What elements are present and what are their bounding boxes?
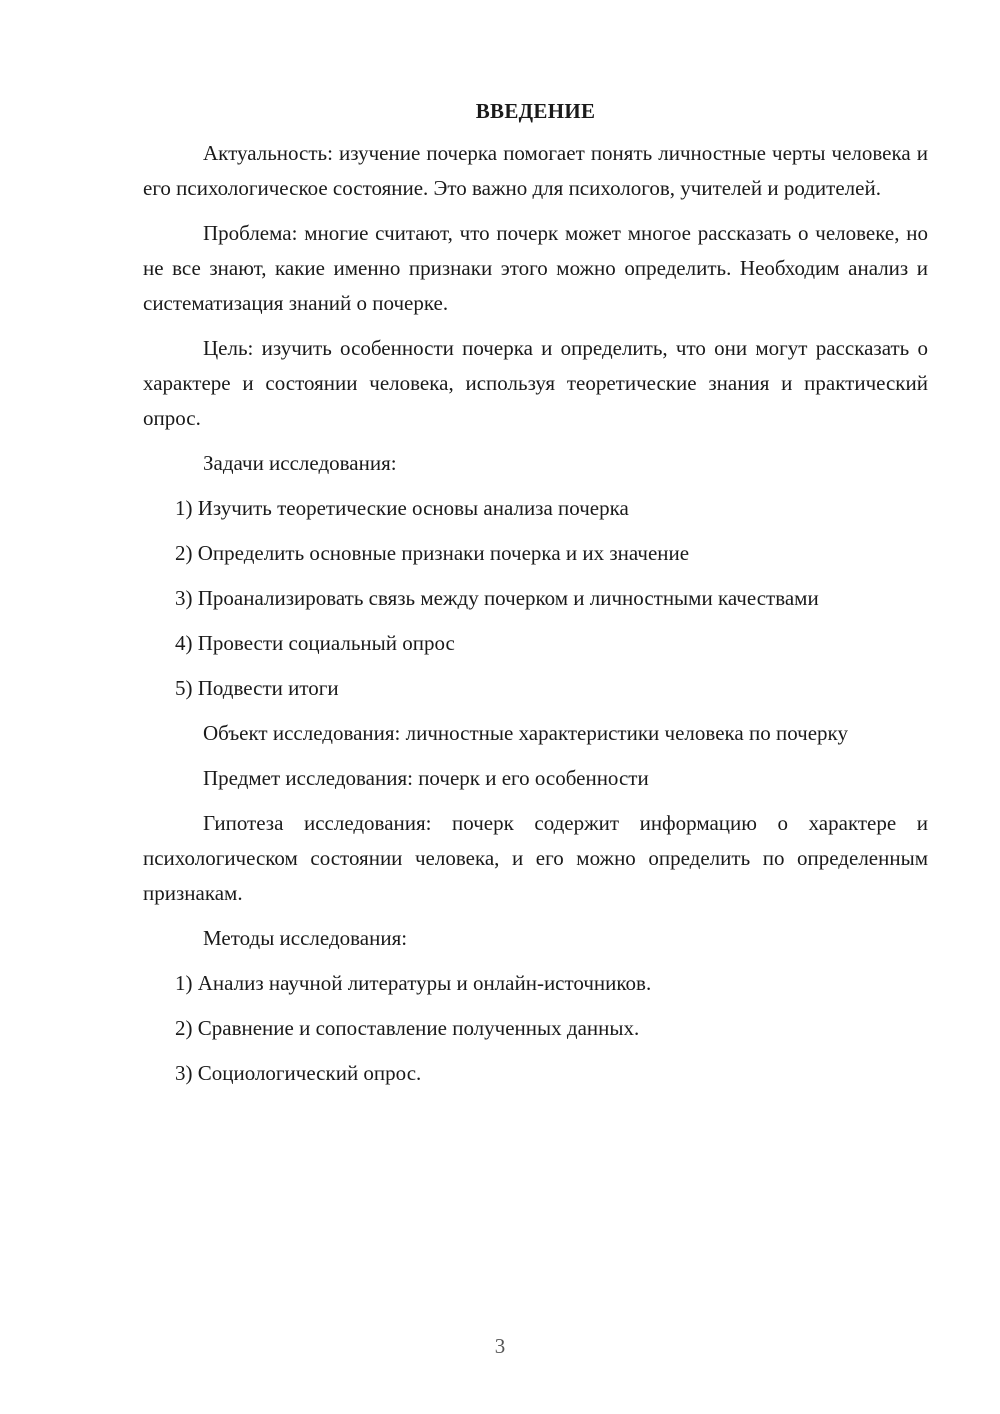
goal-paragraph: Цель: изучить особенности почерка и определить, что они могут рассказать о характере и состоянии человека, используя теоретические знания и практический опрос. bbox=[143, 336, 928, 430]
object-paragraph: Объект исследования: личностные характеристики человека по почерку bbox=[203, 721, 848, 745]
task-item: 5) Подвести итоги bbox=[175, 676, 339, 700]
page-number: 3 bbox=[494, 1334, 506, 1358]
hypothesis-paragraph: Гипотеза исследования: почерк содержит информацию о характере и психологическом состоянии человека, и его можно определить по определенным признакам. bbox=[143, 811, 928, 905]
relevance-paragraph: Актуальность: изучение почерка помогает понять личностные черты человека и его психологическое состояние. Это важно для психологов, учителей и родителей. bbox=[143, 141, 928, 200]
problem-paragraph: Проблема: многие считают, что почерк может многое рассказать о человеке, но не все знают, какие именно признаки этого можно определить. Необходим анализ и систематизация знаний о почерке. bbox=[143, 221, 928, 315]
section-title: ВВЕДЕНИЕ bbox=[475, 99, 596, 123]
task-item: 4) Провести социальный опрос bbox=[175, 631, 455, 655]
method-item: 1) Анализ научной литературы и онлайн-источников. bbox=[175, 971, 652, 995]
methods-heading: Методы исследования: bbox=[203, 926, 408, 950]
method-item: 3) Социологический опрос. bbox=[175, 1061, 422, 1085]
subject-paragraph: Предмет исследования: почерк и его особенности bbox=[203, 766, 649, 790]
tasks-heading: Задачи исследования: bbox=[203, 451, 397, 475]
document-page bbox=[143, 90, 928, 1101]
task-item: 2) Определить основные признаки почерка и их значение bbox=[175, 541, 690, 565]
method-item: 2) Сравнение и сопоставление полученных данных. bbox=[175, 1016, 640, 1040]
task-item: 1) Изучить теоретические основы анализа почерка bbox=[175, 496, 629, 520]
task-item: 3) Проанализировать связь между почерком и личностными качествами bbox=[175, 586, 819, 610]
